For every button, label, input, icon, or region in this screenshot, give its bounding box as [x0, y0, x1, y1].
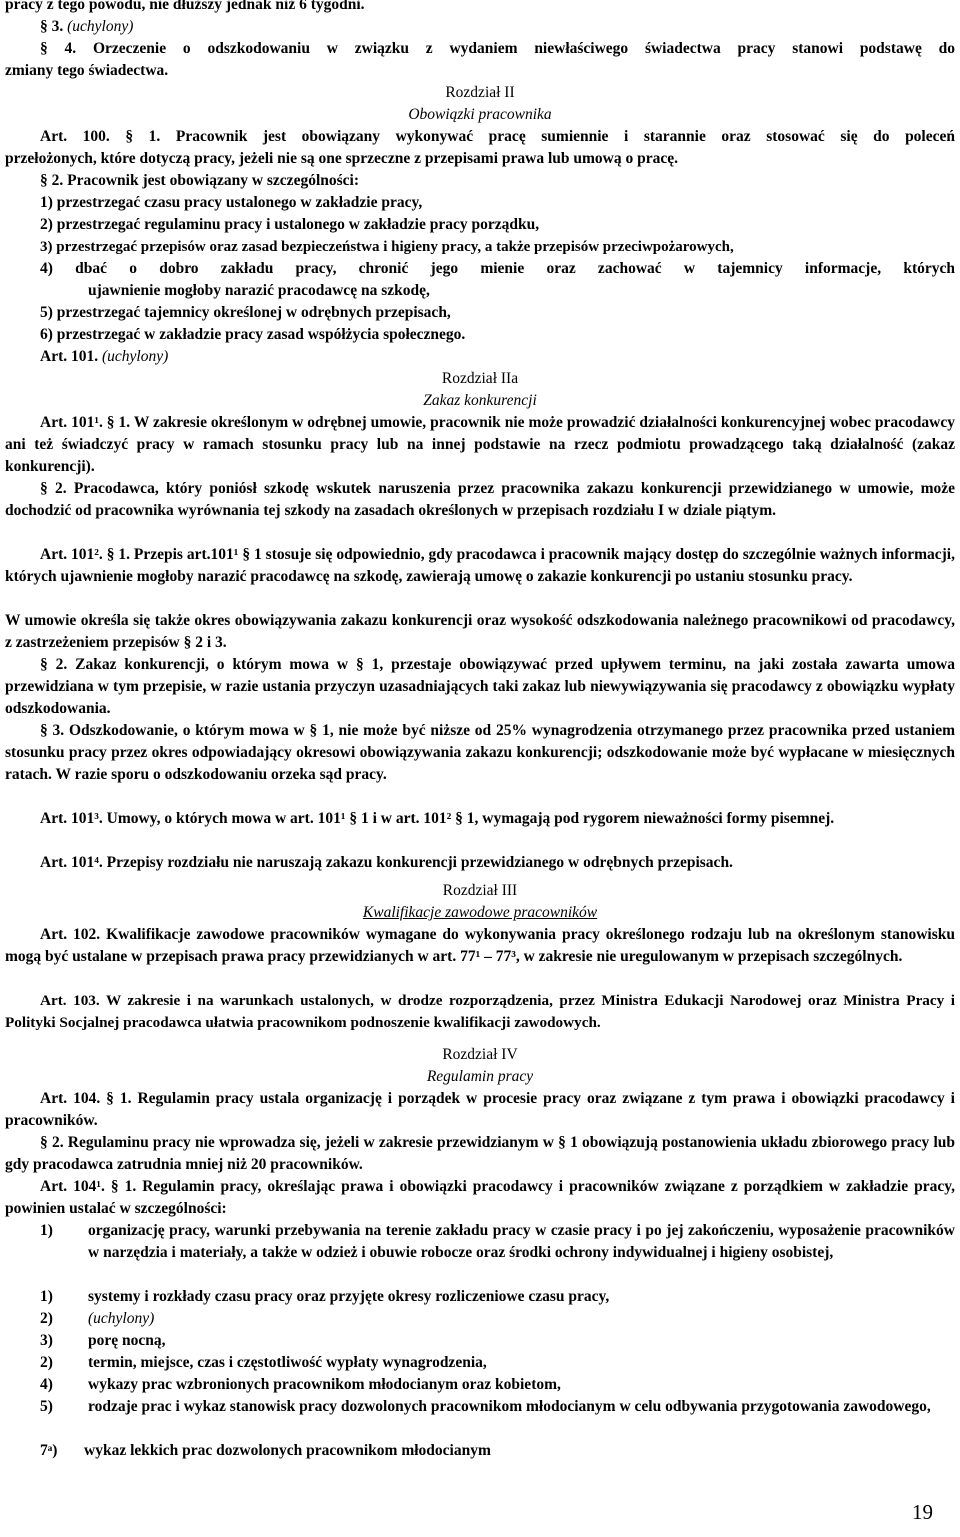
page-number: 19	[912, 1500, 933, 1524]
line-3: zmiany tego świadectwa.	[5, 62, 169, 79]
line-5: przełożonych, które dotyczą pracy, jeżeli nie są one sprzeczne z przepisami prawa lub umową o pracę.	[5, 150, 678, 167]
list-item: 4) wykazy prac wzbronionych pracownikom młodocianym oraz kobietom,	[40, 1376, 561, 1393]
line-8: 2) przestrzegać regulaminu pracy i ustalonego w zakładzie pracy porządku,	[40, 216, 540, 233]
line-1: § 3. (uchylony)	[40, 18, 134, 35]
heading-kwalifikacje: Kwalifikacje zawodowe pracowników	[362, 904, 598, 921]
line-11: ujawnienie mogłoby narazić pracodawcę na szkodę,	[88, 282, 430, 299]
line-12: 5) przestrzegać tajemnicy określonej w odrębnych przepisach,	[40, 304, 451, 321]
para-art104-2: § 2. Regulaminu pracy nie wprowadza się, jeżeli w zakresie przewidzianym w § 1 obowiązują postanowienia układu zbiorowego pracy lub gdy pracodawca zatrudnia mniej niż 20 pracowników.	[5, 1134, 955, 1173]
para-art101-2-p2: § 2. Zakaz konkurencji, o którym mowa w § 1, przestaje obowiązywać przed upływem terminu, na jaki została zawarta umowa przewidziana w tym przepisie, w razie ustania przyczyn uzasadniających taki zakaz lub niewywiązywania się pracodawcy z obowiązku wypłaty odszkodowania.	[5, 656, 955, 717]
line-9: 3) przestrzegać przepisów oraz zasad bezpieczeństwa i higieny pracy, a także przepisów przeciwpożarowych,	[40, 239, 734, 255]
para-art101-2-p3: § 3. Odszkodowanie, o którym mowa w § 1, nie może być niższe od 25% wynagrodzenia otrzymanego przez pracownika przed ustaniem stosunku pracy przez okres odpowiadający okresowi obowiązywania zakazu konkurencji; odszkodowanie może być wypłacane w miesięcznych ratach. W razie sporu o odszkodowaniu orzeka sąd pracy.	[5, 722, 955, 783]
list-item: 2) termin, miejsce, czas i częstotliwość wypłaty wynagrodzenia,	[40, 1354, 487, 1371]
line-10: 4) dbać o dobro zakładu pracy, chronić jego mienie oraz zachować w tajemnicy informacje, których	[40, 260, 955, 277]
para-art101-1-p1: Art. 101¹. § 1. W zakresie określonym w odrębnej umowie, pracownik nie może prowadzić działalności konkurencyjnej wobec pracodawcy ani też świadczyć pracy w ramach stosunku pracy lub na innej podstawie na rzecz podmiotu prowadzącego taką działalność (zakaz konkurencji).	[5, 414, 955, 475]
heading-obowiazki: Obowiązki pracownika	[408, 106, 552, 123]
line-6: § 2. Pracownik jest obowiązany w szczególności:	[40, 172, 359, 189]
line-4: Art. 100. § 1. Pracownik jest obowiązany wykonywać pracę sumiennie i starannie oraz stosować się do poleceń	[40, 128, 955, 145]
heading-zakaz: Zakaz konkurencji	[423, 392, 537, 409]
para-art104-1-1: Art. 104¹. § 1. Regulamin pracy, określając prawa i obowiązki pracodawcy i pracowników związane z porządkiem w zakładzie pracy, powinien ustalać w szczególności:	[5, 1178, 955, 1217]
para-art104-1: Art. 104. § 1. Regulamin pracy ustala organizację i porządek w procesie pracy oraz związane z tym prawa i obowiązki pracodawcy i pracowników.	[5, 1090, 955, 1129]
heading-rozdzial-iia: Rozdział IIa	[441, 370, 519, 387]
line-2: § 4. Orzeczenie o odszkodowaniu w związku z wydaniem niewłaściwego świadectwa pracy stanowi podstawę do	[40, 40, 955, 57]
heading-rozdzial-iii: Rozdział III	[442, 882, 518, 899]
list-item: 2) (uchylony)	[40, 1310, 155, 1327]
para-art101-2-p1: Art. 101². § 1. Przepis art.101¹ § 1 stosuje się odpowiednio, gdy pracodawca i pracownik mający dostęp do szczególnie ważnych informacji, których ujawnienie mogłoby narazić pracodawcę na szkodę, zawierają umowę o zakazie konkurencji po ustaniu stosunku pracy.	[5, 546, 955, 585]
heading-regulamin: Regulamin pracy	[426, 1068, 534, 1085]
para-art101-3: Art. 101³. Umowy, o których mowa w art. 101¹ § 1 i w art. 101² § 1, wymagają pod rygorem nieważności formy pisemnej.	[40, 810, 835, 827]
para-art101-1-p2: § 2. Pracodawca, który poniósł szkodę wskutek naruszenia przez pracownika zakazu konkurencji przewidzianego w umowie, może dochodzić od pracownika wyrównania tej szkody na zasadach określonych w przepisach rozdziału I w dziale piątym.	[5, 480, 955, 519]
line-14: Art. 101. (uchylony)	[40, 348, 169, 365]
list-item: 1) systemy i rozkłady czasu pracy oraz przyjęte okresy rozliczeniowe czasu pracy,	[40, 1288, 610, 1305]
heading-rozdzial-iv: Rozdział IV	[442, 1046, 518, 1063]
list-item: 7ᵃ) wykaz lekkich prac dozwolonych pracownikom młodocianym	[40, 1442, 491, 1459]
list-item: 1) organizację pracy, warunki przebywania na terenie zakładu pracy w czasie pracy i po jej zakończeniu, wyposażenie pracowników w narzędzia i materiały, a także w odzież i obuwie robocze oraz środki ochrony indywidualnej i higieny osobistej,	[40, 1222, 955, 1261]
line-7: 1) przestrzegać czasu pracy ustalonego w zakładzie pracy,	[40, 194, 423, 211]
para-art102: Art. 102. Kwalifikacje zawodowe pracowników wymagane do wykonywania pracy określonego rodzaju lub na określonym stanowisku mogą być ustalane w przepisach prawa pracy przewidzianych w art. 77¹ – 77³, w zakresie nie uregulowanym w przepisach szczególnych.	[5, 926, 955, 965]
list-item: 5) rodzaje prac i wykaz stanowisk pracy dozwolonych pracownikom młodocianym w celu odbywania przygotowania zawodowego,	[40, 1398, 931, 1415]
para-art101-4: Art. 101⁴. Przepisy rozdziału nie naruszają zakazu konkurencji przewidzianego w odrębnych przepisach.	[40, 854, 733, 871]
para-art103: Art. 103. W zakresie i na warunkach ustalonych, w drodze rozporządzenia, przez Ministra Edukacji Narodowej oraz Ministra Pracy i Polityki Socjalnej pracodawca ułatwia pracownikom podnoszenie kwalifikacji zawodowych.	[5, 992, 955, 1031]
para-art101-2-w-umowie: W umowie określa się także okres obowiązywania zakazu konkurencji oraz wysokość odszkodowania należnego pracownikowi od pracodawcy, z zastrzeżeniem przepisów § 2 i 3.	[5, 612, 955, 651]
heading-rozdzial-ii: Rozdział II	[445, 84, 515, 101]
line-0: pracy z tego powodu, nie dłuższy jednak niż 6 tygodni.	[5, 0, 365, 13]
list-item: 3) porę nocną,	[40, 1332, 166, 1349]
line-13: 6) przestrzegać w zakładzie pracy zasad współżycia społecznego.	[40, 326, 466, 343]
